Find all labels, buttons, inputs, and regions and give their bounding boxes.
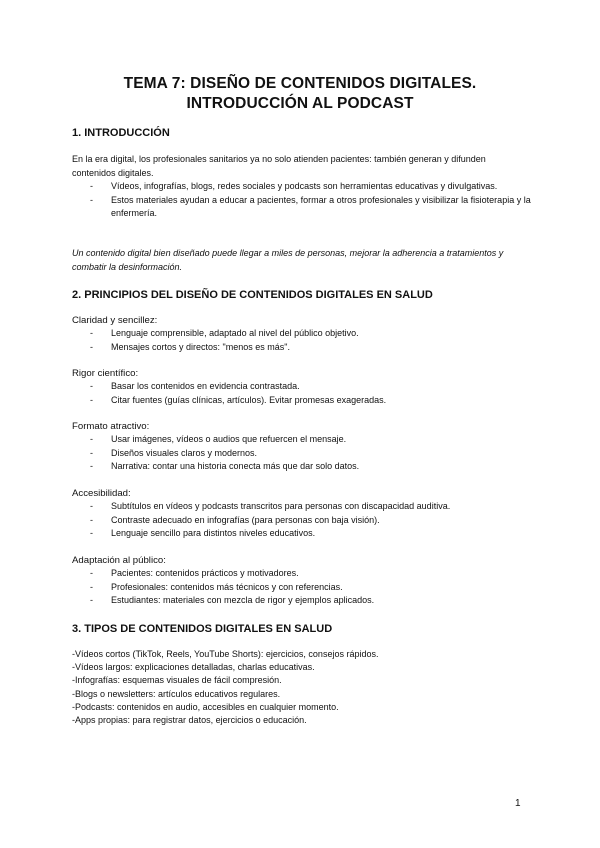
list-item: - Estudiantes: materiales con mezcla de rigor y ejemplos aplicados.: [90, 594, 535, 608]
list-item: - Lenguaje sencillo para distintos niveles educativos.: [90, 527, 535, 541]
section-1-intro: En la era digital, los profesionales sanitarios ya no solo atienden pacientes: también generan y difunden contenidos digitales.: [72, 154, 486, 178]
group-list-claridad: [90, 327, 535, 354]
list-item: -Podcasts: contenidos en audio, accesibles en cualquier momento.: [72, 701, 339, 712]
list-item: - Contraste adecuado en infografías (para personas con baja visión).: [90, 514, 535, 528]
list-item: - Diseños visuales claros y modernos.: [90, 447, 535, 461]
list-item: - Lenguaje comprensible, adaptado al nivel del público objetivo.: [90, 327, 535, 341]
group-list-adaptacion: [90, 567, 535, 608]
list-item: - Usar imágenes, vídeos o audios que refuercen el mensaje.: [90, 433, 535, 447]
list-item: -Infografías: esquemas visuales de fácil compresión.: [72, 675, 282, 686]
group-label-formato: Formato atractivo:: [72, 421, 150, 432]
group-label-claridad: Claridad y sencillez:: [72, 315, 158, 326]
list-item: -Blogs o newsletters: artículos educativos regulares.: [72, 688, 281, 699]
group-list-rigor: [90, 380, 535, 407]
list-item: -Vídeos cortos (TikTok, Reels, YouTube Shorts): ejercicios, consejos rápidos.: [72, 649, 379, 659]
section-3-heading: 3. TIPOS DE CONTENIDOS DIGITALES EN SALUD: [72, 623, 333, 635]
list-item: - Subtítulos en vídeos y podcasts transcritos para personas con discapacidad auditiva.: [90, 500, 535, 514]
list-item: - Vídeos, infografías, blogs, redes sociales y podcasts son herramientas educativas y divulgativas.: [90, 180, 535, 194]
section-2-heading: 2. PRINCIPIOS DEL DISEÑO DE CONTENIDOS DIGITALES EN SALUD: [72, 289, 433, 301]
list-item: - Mensajes cortos y directos: "menos es más".: [90, 341, 535, 355]
section-3-list: [72, 648, 530, 727]
list-item: - Citar fuentes (guías clínicas, artículos). Evitar promesas exageradas.: [90, 394, 535, 408]
list-item: - Estos materiales ayudan a educar a pacientes, formar a otros profesionales y visibilizar la fisioterapia y la enfermería.: [90, 194, 535, 221]
document-title-line-1: TEMA 7: DISEÑO DE CONTENIDOS DIGITALES.: [123, 75, 477, 92]
list-item: -Vídeos largos: explicaciones detalladas, charlas educativas.: [72, 662, 315, 673]
page-number: 1: [515, 798, 521, 809]
list-item: - Narrativa: contar una historia conecta más que dar solo datos.: [90, 460, 535, 474]
list-item: - Pacientes: contenidos prácticos y motivadores.: [90, 567, 535, 581]
section-1-quote: Un contenido digital bien diseñado puede llegar a miles de personas, mejorar la adherencia a tratamientos y combatir la desinformación.: [72, 248, 504, 272]
list-item: - Profesionales: contenidos más técnicos y con referencias.: [90, 581, 535, 595]
group-list-accesibilidad: [90, 500, 535, 541]
group-label-accesibilidad: Accesibilidad:: [72, 488, 131, 499]
group-label-rigor: Rigor científico:: [72, 368, 139, 379]
group-list-formato: [90, 433, 535, 474]
section-1-bullet-list: [90, 180, 535, 221]
section-1-heading: 1. INTRODUCCIÓN: [72, 127, 170, 139]
list-item: -Apps propias: para registrar datos, ejercicios o educación.: [72, 715, 307, 726]
group-label-adaptacion: Adaptación al público:: [72, 555, 166, 566]
list-item: - Basar los contenidos en evidencia contrastada.: [90, 380, 535, 394]
document-title-line-2: INTRODUCCIÓN AL PODCAST: [186, 95, 414, 112]
